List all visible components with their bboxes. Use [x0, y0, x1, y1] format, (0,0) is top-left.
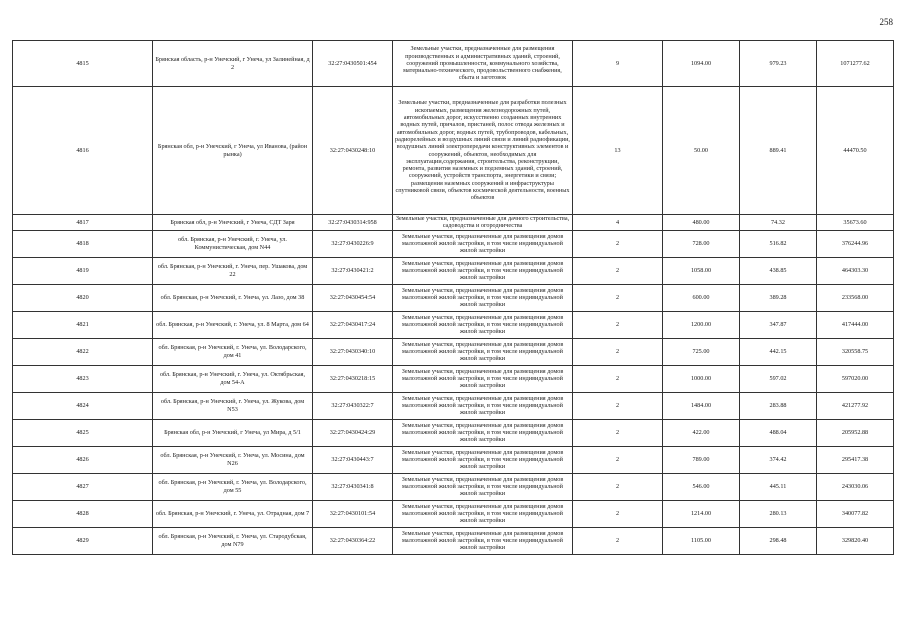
table-row: [13, 338, 894, 365]
specific-value-cell: 488.04: [740, 419, 817, 446]
area-cell: 1000.00: [663, 365, 740, 392]
table-row: [13, 284, 894, 311]
row-number: 4822: [13, 338, 153, 365]
specific-value-cell: 442.15: [740, 338, 817, 365]
cadastral-value-cell: 233568.00: [817, 284, 894, 311]
use-group-cell: 2: [573, 500, 663, 527]
cadastral-value-cell: 417444.00: [817, 311, 894, 338]
area-cell: 480.00: [663, 215, 740, 231]
page-number: 258: [879, 17, 893, 27]
cadastral-value-cell: 35673.60: [817, 215, 894, 231]
address-cell: обл. Брянская, р-н Унечский, г. Унеча, ул. Лазо, дом 38: [153, 284, 313, 311]
specific-value-cell: 597.02: [740, 365, 817, 392]
cadastral-number-cell: 32:27:0430248:10: [313, 87, 393, 215]
cadastral-value-cell: 340077.82: [817, 500, 894, 527]
use-group-cell: 2: [573, 338, 663, 365]
address-cell: Брянская обл, р-н Унечский, г Унеча, СДТ Заря: [153, 215, 313, 231]
use-group-cell: 2: [573, 230, 663, 257]
row-number: 4829: [13, 527, 153, 554]
address-cell: обл. Брянская, р-н Унечский, г. Унеча, ул. 8 Марта, дом 64: [153, 311, 313, 338]
permitted-use-cell: Земельные участки, предназначенные для размещения домов малоэтажной жилой застройки, в том числе индивидуальной жилой застройки: [393, 284, 573, 311]
row-number: 4818: [13, 230, 153, 257]
cadastral-number-cell: 32:27:0430322:7: [313, 392, 393, 419]
permitted-use-cell: Земельные участки, предназначенные для разработки полезных ископаемых, размещения железнодорожных путей, автомобильных дорог, искусственно созданных внутренних водных путей, причалов, пристаней, полос отвода железных и автомобильных дорог, водных путей, трубопроводов, кабельных, радиорелейных и воздушных линий связи и линий радиофикации, воздушных линий электропередачи конструктивных элементов и сооружений, объектов, необходимых для эксплуатации,содержания, строительства, реконструкции, ремонта, развития наземных и подземных зданий, строений, сооружений, устройств транспорта, энергетики и связи; размещения наземных сооружений и инфраструктуры спутниковой связи, объектов космической деятельности, военных объектов: [393, 87, 573, 215]
table-row: [13, 473, 894, 500]
cadastral-number-cell: 32:27:0430340:10: [313, 338, 393, 365]
use-group-cell: 13: [573, 87, 663, 215]
specific-value-cell: 979.23: [740, 41, 817, 87]
table-row: [13, 311, 894, 338]
address-cell: обл. Брянская, р-н Унечский, г. Унеча, пер. Ушакова, дом 22: [153, 257, 313, 284]
table-row: [13, 392, 894, 419]
address-cell: обл. Брянская, р-н Унечский, г. Унеча, ул. Володарского, дом 55: [153, 473, 313, 500]
table-row: [13, 365, 894, 392]
address-cell: обл. Брянская, р-н Унечский, г. Унеча, ул. Володарского, дом 41: [153, 338, 313, 365]
cadastral-number-cell: 32:27:0430424:29: [313, 419, 393, 446]
permitted-use-cell: Земельные участки, предназначенные для размещения домов малоэтажной жилой застройки, в том числе индивидуальной жилой застройки: [393, 446, 573, 473]
cadastral-value-cell: 44470.50: [817, 87, 894, 215]
cadastral-number-cell: 32:27:0430314:958: [313, 215, 393, 231]
specific-value-cell: 74.32: [740, 215, 817, 231]
row-number: 4817: [13, 215, 153, 231]
area-cell: 1484.00: [663, 392, 740, 419]
table-row: [13, 446, 894, 473]
cadastral-number-cell: 32:27:0430364:22: [313, 527, 393, 554]
cadastral-number-cell: 32:27:0430454:54: [313, 284, 393, 311]
cadastral-value-cell: 376244.96: [817, 230, 894, 257]
specific-value-cell: 347.87: [740, 311, 817, 338]
address-cell: Брянская обл, р-н Унечский, г Унеча, ул Мира, д 5/1: [153, 419, 313, 446]
use-group-cell: 2: [573, 473, 663, 500]
area-cell: 1214.00: [663, 500, 740, 527]
cadastral-number-cell: 32:27:0430501:454: [313, 41, 393, 87]
cadastral-number-cell: 32:27:0430226:9: [313, 230, 393, 257]
table-body: [13, 41, 894, 555]
table-row: [13, 419, 894, 446]
specific-value-cell: 283.88: [740, 392, 817, 419]
row-number: 4821: [13, 311, 153, 338]
address-cell: обл. Брянская, р-н Унечский, г. Унеча, ул. Стародубская, дом N79: [153, 527, 313, 554]
use-group-cell: 2: [573, 419, 663, 446]
specific-value-cell: 374.42: [740, 446, 817, 473]
row-number: 4815: [13, 41, 153, 87]
area-cell: 789.00: [663, 446, 740, 473]
use-group-cell: 4: [573, 215, 663, 231]
address-cell: обл. Брянская, р-н Унечский, г. Унеча, ул. Отрадная, дом 7: [153, 500, 313, 527]
specific-value-cell: 445.11: [740, 473, 817, 500]
table-row: [13, 41, 894, 87]
area-cell: 1105.00: [663, 527, 740, 554]
table-row: [13, 87, 894, 215]
cadastral-number-cell: 32:27:0430218:15: [313, 365, 393, 392]
area-cell: 50.00: [663, 87, 740, 215]
cadastral-value-cell: 421277.92: [817, 392, 894, 419]
use-group-cell: 9: [573, 41, 663, 87]
use-group-cell: 2: [573, 257, 663, 284]
row-number: 4826: [13, 446, 153, 473]
cadastral-number-cell: 32:27:0430101:54: [313, 500, 393, 527]
area-cell: 600.00: [663, 284, 740, 311]
permitted-use-cell: Земельные участки, предназначенные для размещения домов малоэтажной жилой застройки, в том числе индивидуальной жилой застройки: [393, 473, 573, 500]
cadastral-value-cell: 243030.06: [817, 473, 894, 500]
address-cell: обл. Брянская, р-н Унечский, г. Унеча, ул. Октябрьская, дом 54-А: [153, 365, 313, 392]
row-number: 4824: [13, 392, 153, 419]
permitted-use-cell: Земельные участки, предназначенные для размещения домов малоэтажной жилой застройки, в том числе индивидуальной жилой застройки: [393, 365, 573, 392]
permitted-use-cell: Земельные участки, предназначенные для размещения домов малоэтажной жилой застройки, в том числе индивидуальной жилой застройки: [393, 500, 573, 527]
area-cell: 1058.00: [663, 257, 740, 284]
permitted-use-cell: Земельные участки, предназначенные для дачного строительства, садоводства и огородничества: [393, 215, 573, 231]
cadastral-value-table: [12, 40, 894, 555]
area-cell: 1094.00: [663, 41, 740, 87]
use-group-cell: 2: [573, 284, 663, 311]
permitted-use-cell: Земельные участки, предназначенные для размещения домов малоэтажной жилой застройки, в том числе индивидуальной жилой застройки: [393, 257, 573, 284]
specific-value-cell: 438.85: [740, 257, 817, 284]
row-number: 4820: [13, 284, 153, 311]
permitted-use-cell: Земельные участки, предназначенные для размещения домов малоэтажной жилой застройки, в том числе индивидуальной жилой застройки: [393, 338, 573, 365]
row-number: 4819: [13, 257, 153, 284]
cadastral-number-cell: 32:27:0430443:7: [313, 446, 393, 473]
cadastral-value-cell: 464303.30: [817, 257, 894, 284]
cadastral-value-cell: 329820.40: [817, 527, 894, 554]
row-number: 4816: [13, 87, 153, 215]
permitted-use-cell: Земельные участки, предназначенные для размещения домов малоэтажной жилой застройки, в том числе индивидуальной жилой застройки: [393, 419, 573, 446]
permitted-use-cell: Земельные участки, предназначенные для размещения домов малоэтажной жилой застройки, в том числе индивидуальной жилой застройки: [393, 311, 573, 338]
row-number: 4825: [13, 419, 153, 446]
use-group-cell: 2: [573, 392, 663, 419]
table-row: [13, 527, 894, 554]
specific-value-cell: 298.48: [740, 527, 817, 554]
use-group-cell: 2: [573, 527, 663, 554]
cadastral-number-cell: 32:27:0430417:24: [313, 311, 393, 338]
address-cell: Брянская область, р-н Унечский, г Унеча, ул Залинейная, д 2: [153, 41, 313, 87]
row-number: 4827: [13, 473, 153, 500]
cadastral-value-cell: 597020.00: [817, 365, 894, 392]
cadastral-number-cell: 32:27:0430421:2: [313, 257, 393, 284]
area-cell: 422.00: [663, 419, 740, 446]
table-row: [13, 257, 894, 284]
use-group-cell: 2: [573, 446, 663, 473]
table-row: [13, 500, 894, 527]
specific-value-cell: 280.13: [740, 500, 817, 527]
address-cell: Брянская обл, р-н Унечский, г Унеча, ул Иванова, (район рынка): [153, 87, 313, 215]
specific-value-cell: 516.82: [740, 230, 817, 257]
row-number: 4823: [13, 365, 153, 392]
area-cell: 1200.00: [663, 311, 740, 338]
area-cell: 728.00: [663, 230, 740, 257]
cadastral-value-cell: 295417.38: [817, 446, 894, 473]
area-cell: 725.00: [663, 338, 740, 365]
permitted-use-cell: Земельные участки, предназначенные для размещения домов малоэтажной жилой застройки, в том числе индивидуальной жилой застройки: [393, 392, 573, 419]
use-group-cell: 2: [573, 365, 663, 392]
permitted-use-cell: Земельные участки, предназначенные для размещения домов малоэтажной жилой застройки, в том числе индивидуальной жилой застройки: [393, 527, 573, 554]
specific-value-cell: 889.41: [740, 87, 817, 215]
row-number: 4828: [13, 500, 153, 527]
specific-value-cell: 389.28: [740, 284, 817, 311]
address-cell: обл. Брянская, р-н Унечский, г. Унеча, ул. Жукова, дом N53: [153, 392, 313, 419]
use-group-cell: 2: [573, 311, 663, 338]
permitted-use-cell: Земельные участки, предназначенные для размещения производственных и административных зданий, строений, сооружений промышленности, коммунального хозяйства, материально-технического, продовольственного снабжения, сбыта и заготовок: [393, 41, 573, 87]
permitted-use-cell: Земельные участки, предназначенные для размещения домов малоэтажной жилой застройки, в том числе индивидуальной жилой застройки: [393, 230, 573, 257]
cadastral-number-cell: 32:27:0430341:8: [313, 473, 393, 500]
address-cell: обл. Брянская, р-н Унечский, г. Унеча, ул. Мосина, дом N26: [153, 446, 313, 473]
cadastral-value-cell: 1071277.62: [817, 41, 894, 87]
cadastral-value-cell: 205952.88: [817, 419, 894, 446]
area-cell: 546.00: [663, 473, 740, 500]
table-row: [13, 215, 894, 231]
address-cell: обл. Брянская, р-н Унечский, г. Унеча, ул. Коммунистическая, дом N44: [153, 230, 313, 257]
cadastral-value-cell: 320558.75: [817, 338, 894, 365]
table-row: [13, 230, 894, 257]
